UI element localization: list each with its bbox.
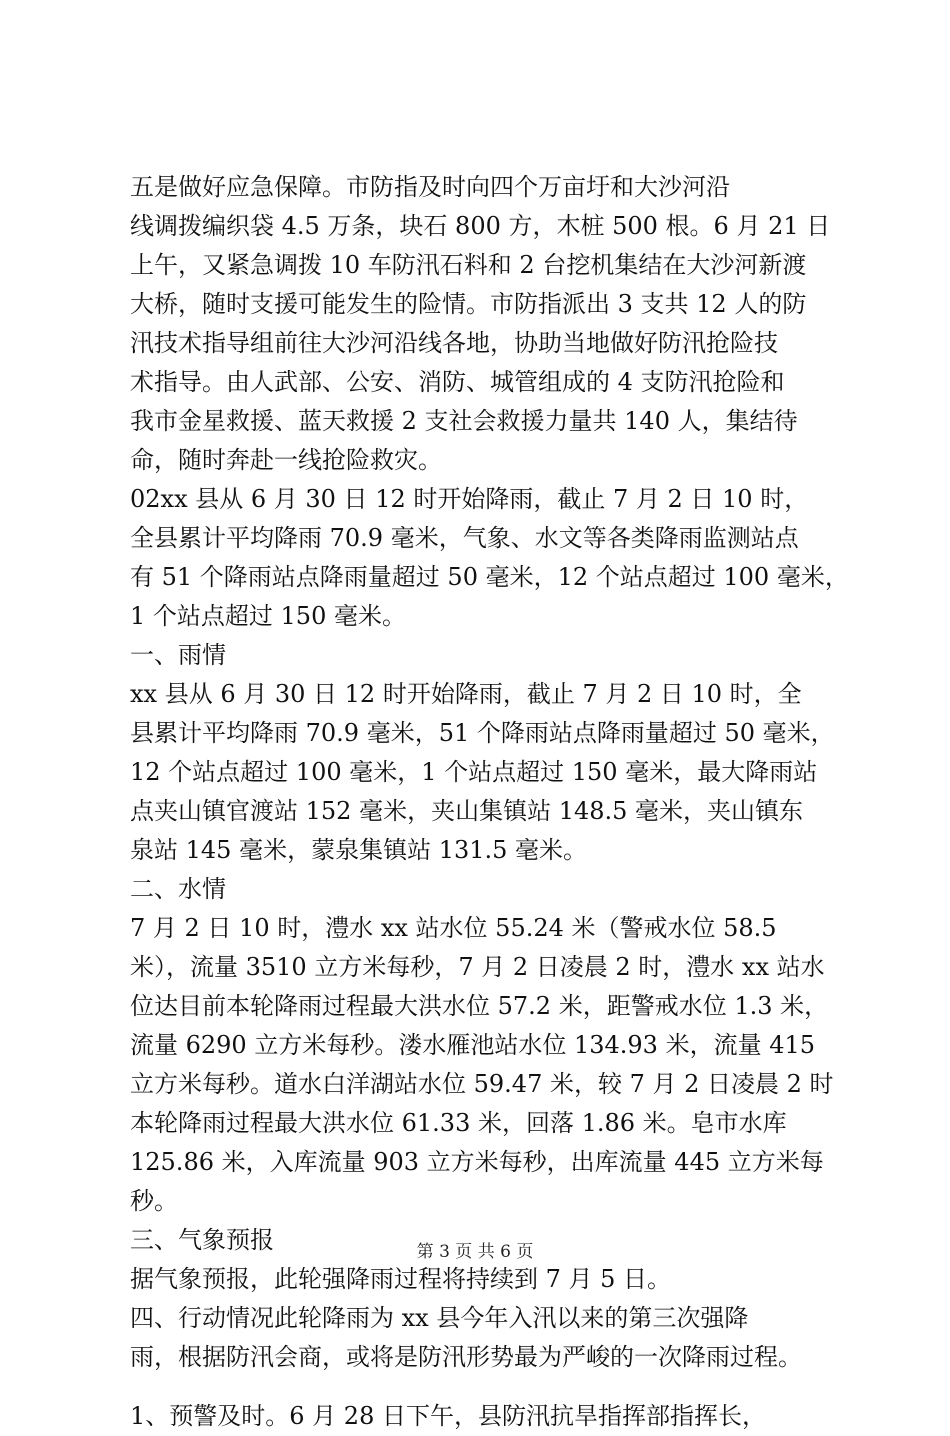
text-line: 四、行动情况此轮降雨为 xx 县今年入汛以来的第三次强降 (130, 1304, 749, 1332)
text-line: 雨，根据防汛会商，或将是防汛形势最为严峻的一次降雨过程。 (130, 1343, 802, 1371)
text-line: 点夹山镇官渡站 152 毫米，夹山集镇站 148.5 毫米，夹山镇东 (130, 797, 804, 825)
section-heading: 二、水情 (130, 875, 226, 903)
text-line: 米），流量 3510 立方米每秒，7 月 2 日凌晨 2 时，澧水 xx 站水 (130, 953, 825, 981)
text-line: 1 个站点超过 150 毫米。 (130, 602, 406, 630)
text-line: 上午，又紧急调拨 10 车防汛石料和 2 台挖机集结在大沙河新渡 (130, 251, 807, 279)
text-line: 12 个站点超过 100 毫米，1 个站点超过 150 毫米，最大降雨站 (130, 758, 818, 786)
text-line: 有 51 个降雨站点降雨量超过 50 毫米，12 个站点超过 100 毫米， (130, 563, 849, 591)
text-line: 全县累计平均降雨 70.9 毫米，气象、水文等各类降雨监测站点 (130, 524, 799, 552)
text-line: 125.86 米，入库流量 903 立方米每秒，出库流量 445 立方米每 (130, 1148, 824, 1176)
text-line: 秒。 (130, 1187, 178, 1215)
text-line: 大桥，随时支援可能发生的险情。市防指派出 3 支共 12 人的防 (130, 290, 807, 318)
text-line: 命，随时奔赴一线抢险救灾。 (130, 446, 442, 474)
text-line: xx 县从 6 月 30 日 12 时开始降雨，截止 7 月 2 日 10 时，全 (130, 680, 802, 708)
text-line: 据气象预报，此轮强降雨过程将持续到 7 月 5 日。 (130, 1265, 672, 1293)
text-line: 立方米每秒。道水白洋湖站水位 59.47 米，较 7 月 2 日凌晨 2 时 (130, 1070, 834, 1098)
text-line: 我市金星救援、蓝天救援 2 支社会救援力量共 140 人，集结待 (130, 407, 798, 435)
text-line: 1、预警及时。6 月 28 日下午，县防汛抗旱指挥部指挥长， (130, 1402, 766, 1430)
text-line: 五是做好应急保障。市防指及时向四个万亩圩和大沙河沿 (130, 173, 730, 201)
text-line: 7 月 2 日 10 时，澧水 xx 站水位 55.24 米（警戒水位 58.5 (130, 914, 777, 942)
section-heading: 一、雨情 (130, 641, 226, 669)
text-line: 位达目前本轮降雨过程最大洪水位 57.2 米，距警戒水位 1.3 米， (130, 992, 829, 1020)
text-line: 线调拨编织袋 4.5 万条，块石 800 方，木桩 500 根。6 月 21 日 (130, 212, 831, 240)
text-line: 县累计平均降雨 70.9 毫米，51 个降雨站点降雨量超过 50 毫米， (130, 719, 835, 747)
text-line: 泉站 145 毫米，蒙泉集镇站 131.5 毫米。 (130, 836, 588, 864)
paragraph-gap (130, 1377, 835, 1397)
text-line: 02xx 县从 6 月 30 日 12 时开始降雨，截止 7 月 2 日 10 时， (130, 485, 809, 513)
section-heading: 三、气象预报 (130, 1226, 274, 1254)
page-number-footer: 第 3 页 共 6 页 (416, 1242, 534, 1262)
text-line: 术指导。由人武部、公安、消防、城管组成的 4 支防汛抢险和 (130, 368, 785, 396)
text-line: 流量 6290 立方米每秒。溇水雁池站水位 134.93 米，流量 415 (130, 1031, 816, 1059)
text-line: 本轮降雨过程最大洪水位 61.33 米，回落 1.86 米。皂市水库 (130, 1109, 787, 1137)
text-line: 汛技术指导组前往大沙河沿线各地，协助当地做好防汛抢险技 (130, 329, 778, 357)
